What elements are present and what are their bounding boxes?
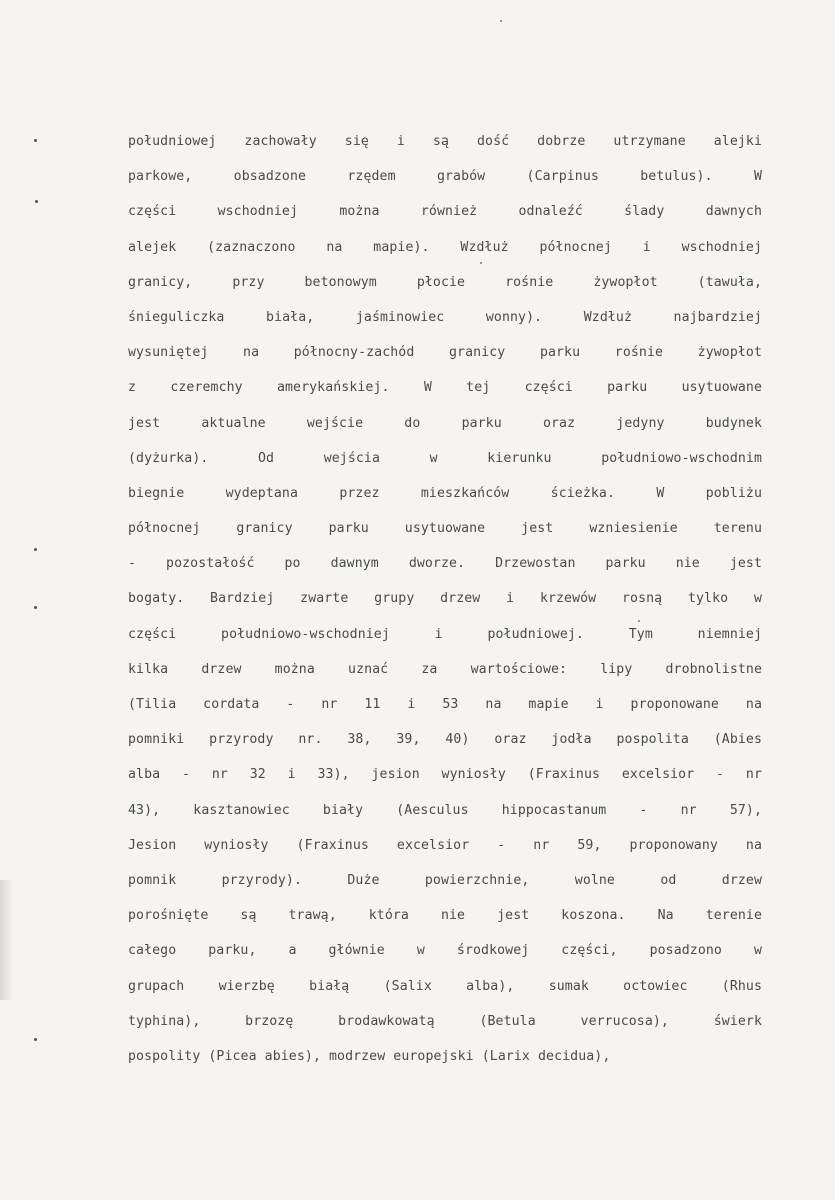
margin-mark <box>34 606 37 609</box>
text-line: grupach wierzbę białą (Salix alba), sumak octowiec (Rhus <box>128 978 762 994</box>
text-line: typhina), brzozę brodawkowatą (Betula verrucosa), świerk <box>128 1013 762 1029</box>
text-line: parkowe, obsadzone rzędem grabów (Carpinus betulus). W <box>128 169 762 185</box>
text-line: alejek (zaznaczono na mapie). Wzdłuż północnej i wschodniej <box>128 239 762 255</box>
scan-speck <box>500 20 502 22</box>
text-line: całego parku, a głównie w środkowej części, posadzono w <box>128 943 762 959</box>
text-line: - pozostałość po dawnym dworze. Drzewostan parku nie jest <box>128 556 762 572</box>
text-line: pomniki przyrody nr. 38, 39, 40) oraz jodła pospolita (Abies <box>128 732 762 748</box>
text-line: części południowo-wschodniej i południowej. Tym niemniej <box>128 626 762 642</box>
text-line: północnej granicy parku usytuowane jest wzniesienie terenu <box>128 521 762 537</box>
text-line: bogaty. Bardziej zwarte grupy drzew i krzewów rosną tylko w <box>128 591 762 607</box>
margin-mark <box>34 548 37 551</box>
body-text <box>128 124 762 1074</box>
text-line: biegnie wydeptana przez mieszkańców ścieżka. W pobliżu <box>128 485 762 501</box>
margin-mark <box>35 200 38 203</box>
text-line: jest aktualne wejście do parku oraz jedyny budynek <box>128 415 762 431</box>
text-line: części wschodniej można również odnaleźć ślady dawnych <box>128 204 762 220</box>
text-line: śnieguliczka biała, jaśminowiec wonny). Wzdłuż najbardziej <box>128 309 762 325</box>
text-line: z czeremchy amerykańskiej. W tej części parku usytuowane <box>128 380 762 396</box>
text-line: Jesion wyniosły (Fraxinus excelsior - nr 59, proponowany na <box>128 837 762 853</box>
text-line: (dyżurka). Od wejścia w kierunku południowo-wschodnim <box>128 450 762 466</box>
text-line: kilka drzew można uznać za wartościowe: lipy drobnolistne <box>128 661 762 677</box>
text-line: pomnik przyrody). Duże powierzchnie, wolne od drzew <box>128 872 762 888</box>
text-line: wysuniętej na północny-zachód granicy parku rośnie żywopłot <box>128 345 762 361</box>
scan-edge-shadow <box>0 880 14 1000</box>
text-line: granicy, przy betonowym płocie rośnie żywopłot (tawuła, <box>128 274 762 290</box>
text-line: pospolity (Picea abies), modrzew europejski (Larix decidua), <box>128 1048 611 1064</box>
margin-mark <box>34 1038 37 1041</box>
text-line: (Tilia cordata - nr 11 i 53 na mapie i proponowane na <box>128 697 762 712</box>
text-line: 43), kasztanowiec biały (Aesculus hippocastanum - nr 57), <box>128 802 762 818</box>
margin-mark <box>34 139 37 142</box>
text-line: porośnięte są trawą, która nie jest koszona. Na terenie <box>128 908 762 924</box>
text-line: południowej zachowały się i są dość dobrze utrzymane alejki <box>128 134 762 149</box>
text-line: alba - nr 32 i 33), jesion wyniosły (Fraxinus excelsior - nr <box>128 767 762 783</box>
